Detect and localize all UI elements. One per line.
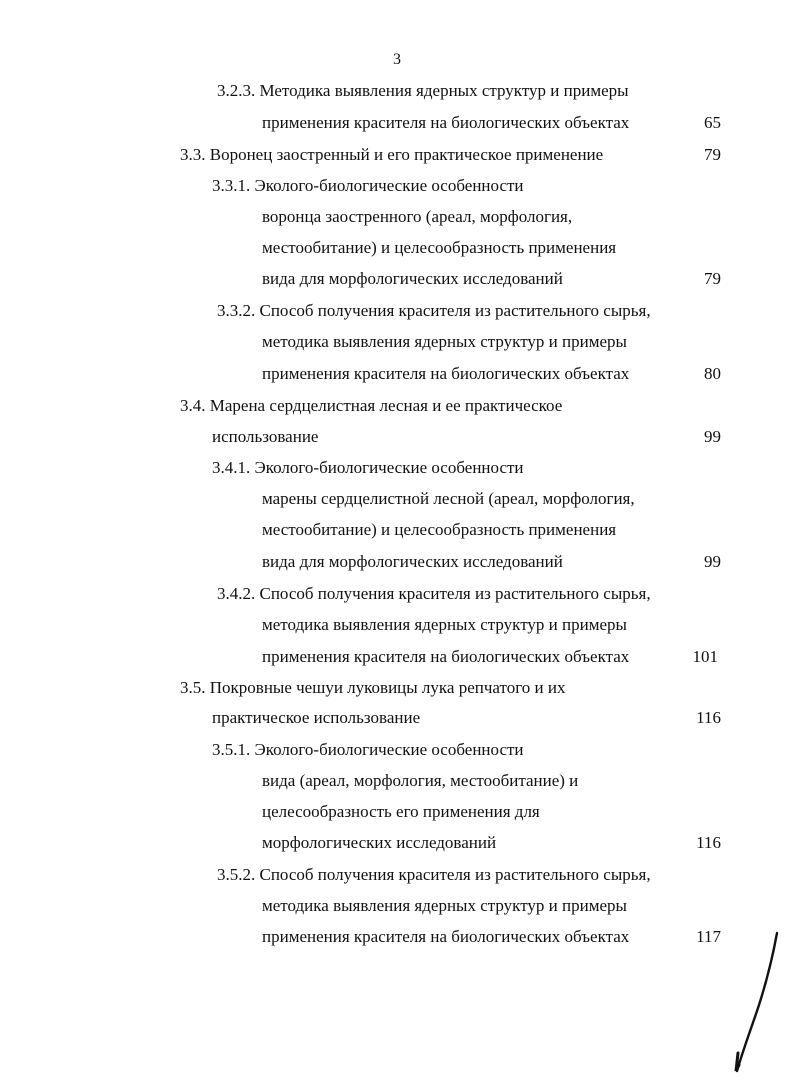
toc-page-number: 65 — [704, 113, 721, 132]
toc-line: применения красителя на биологических объектах — [262, 647, 630, 666]
toc-line: 3.2.3. Методика выявления ядерных структур и примеры — [217, 81, 629, 100]
toc-line: морфологических исследований — [262, 833, 497, 852]
toc-line: методика выявления ядерных структур и примеры — [262, 332, 627, 351]
toc-line: методика выявления ядерных структур и примеры — [262, 615, 627, 634]
toc-line: применения красителя на биологических объектах — [262, 927, 630, 946]
toc-page-number: 99 — [704, 552, 721, 571]
toc-line: вида для морфологических исследований — [262, 552, 563, 571]
toc-page-number: 99 — [704, 427, 721, 446]
toc-page-number: 116 — [696, 708, 721, 727]
toc-line: 3.4.2. Способ получения красителя из растительного сырья, — [217, 584, 651, 603]
toc-line: вида (ареал, морфология, местообитание) и — [262, 771, 579, 790]
toc-line: применения красителя на биологических объектах — [262, 364, 630, 383]
toc-page-number: 79 — [704, 145, 721, 164]
toc-line: 3.3.2. Способ получения красителя из растительного сырья, — [217, 301, 651, 320]
toc-line: целесообразность его применения для — [262, 802, 540, 821]
toc-line: методика выявления ядерных структур и примеры — [262, 896, 627, 915]
toc-page-number: 117 — [696, 927, 721, 946]
toc-line: 3.5.1. Эколого-биологические особенности — [212, 740, 524, 759]
toc-line: вида для морфологических исследований — [262, 269, 563, 288]
toc-line: воронца заостренного (ареал, морфология, — [262, 207, 573, 226]
toc-line: местообитание) и целесообразность применения — [262, 238, 617, 257]
handwritten-signature-stroke — [725, 925, 785, 1075]
toc-line: 3.4. Марена сердцелистная лесная и ее практическое — [180, 396, 563, 415]
toc-line: 3.4.1. Эколого-биологические особенности — [212, 458, 524, 477]
page-number: 3 — [393, 51, 401, 68]
toc-page-number: 79 — [704, 269, 721, 288]
toc-line: 3.5.2. Способ получения красителя из растительного сырья, — [217, 865, 651, 884]
toc-line: 3.3. Воронец заостренный и его практическое применение — [180, 145, 604, 164]
toc-line: использование — [212, 427, 319, 446]
toc-line: применения красителя на биологических объектах — [262, 113, 630, 132]
toc-page-number: 80 — [704, 364, 721, 383]
toc-page-number: 116 — [696, 833, 721, 852]
toc-line: практическое использование — [212, 708, 421, 727]
toc-line: марены сердцелистной лесной (ареал, морфология, — [262, 489, 635, 508]
toc-page-number: 101 — [692, 647, 718, 666]
toc-line: 3.5. Покровные чешуи луковицы лука репчатого и их — [180, 678, 566, 697]
toc-line: 3.3.1. Эколого-биологические особенности — [212, 176, 524, 195]
toc-line: местообитание) и целесообразность применения — [262, 520, 617, 539]
